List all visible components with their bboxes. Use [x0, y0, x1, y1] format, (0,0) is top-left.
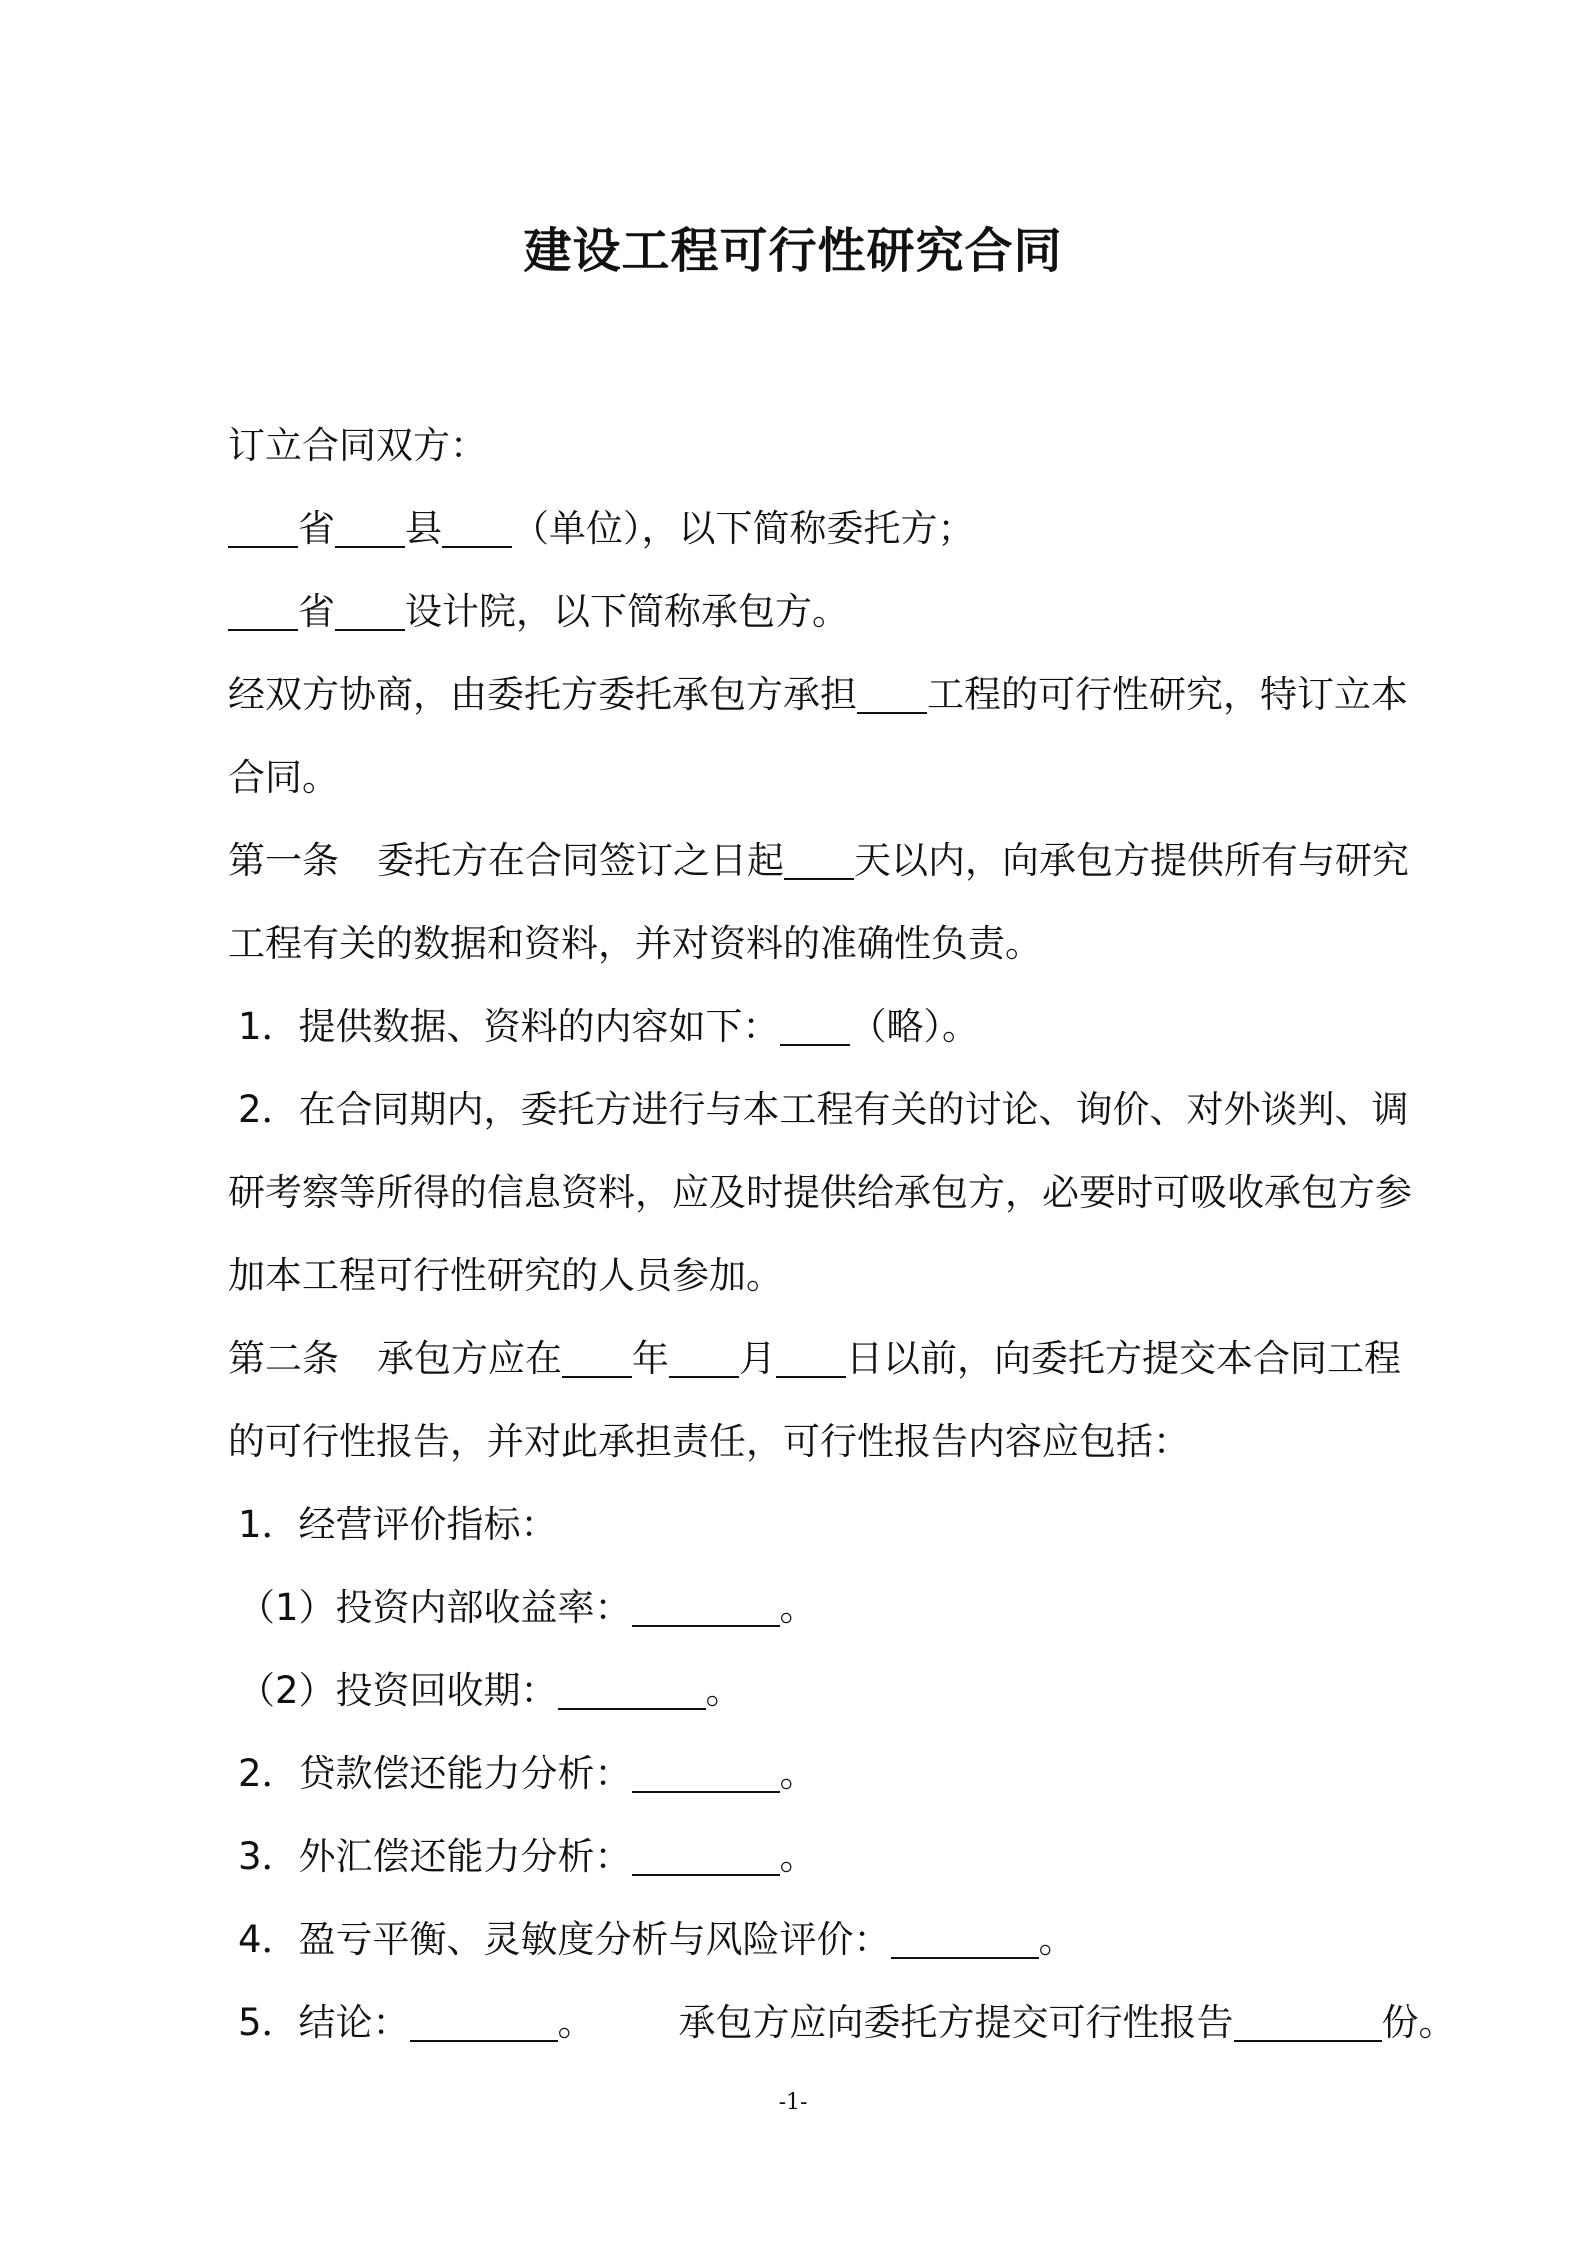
article-label: 第一条 [228, 839, 339, 882]
blank-field [335, 507, 405, 548]
article-text: 天以内，向承包方提供所有与研究 [854, 839, 1409, 882]
period: 。 [705, 1669, 743, 1712]
page-number: -1- [778, 2090, 808, 2115]
blank-field [632, 1752, 780, 1793]
article1-line-2 [228, 902, 1428, 985]
period: 。 [779, 1586, 817, 1629]
blank-field [558, 1669, 706, 1710]
article1-item2-line-3 [228, 1234, 1428, 1317]
year-label: 年 [632, 1337, 669, 1380]
article2-sub1 [228, 1566, 1428, 1649]
period: 。 [779, 1752, 817, 1795]
article2-sub2 [228, 1649, 1428, 1732]
article2-item3 [228, 1815, 1428, 1898]
article-label: 第二条 [228, 1337, 339, 1380]
blank-field [780, 1005, 850, 1046]
parties-heading [228, 404, 1428, 487]
intro-line-2 [228, 736, 1428, 819]
parties-heading-text: 订立合同双方： [228, 424, 487, 467]
item-text: 1．经营评价指标： [238, 1503, 558, 1546]
item-text: 加本工程可行性研究的人员参加。 [228, 1254, 783, 1297]
article2-line-2 [228, 1400, 1428, 1483]
item-text: （2）投资回收期： [238, 1669, 558, 1712]
item-text: 承包方应向委托方提交可行性报告 [678, 2001, 1234, 2044]
blank-field [784, 839, 854, 880]
article-text: 委托方在合同签订之日起 [377, 839, 784, 882]
item-text: 4．盈亏平衡、灵敏度分析与风险评价： [238, 1918, 891, 1961]
province-label: 省 [298, 590, 335, 633]
article2-item1 [228, 1483, 1428, 1566]
item-text: 3．外汇偿还能力分析： [238, 1835, 632, 1878]
contractor-line [228, 570, 1428, 653]
blank-field [562, 1337, 632, 1378]
blank-field [228, 507, 298, 548]
county-label: 县 [405, 507, 442, 550]
article-text: 承包方应在 [377, 1337, 562, 1380]
month-label: 月 [739, 1337, 776, 1380]
article1-item2-line-1 [228, 1068, 1428, 1151]
article2-line-1 [228, 1317, 1428, 1400]
client-line [228, 487, 1428, 570]
blank-field [410, 2001, 558, 2042]
article2-item5 [228, 1981, 1456, 2064]
document-body [228, 404, 1456, 2064]
intro-line-1 [228, 653, 1428, 736]
blank-field [857, 673, 927, 714]
item-suffix: （略）。 [849, 1005, 980, 1048]
province-label: 省 [298, 507, 335, 550]
article2-item2 [228, 1732, 1428, 1815]
blank-field [632, 1586, 780, 1627]
item-number: 2． [238, 1088, 299, 1131]
blank-field [335, 590, 405, 631]
intro-text: 合同。 [228, 756, 339, 799]
period: 。 [1038, 1918, 1076, 1961]
blank-field [442, 507, 512, 548]
intro-text: 经双方协商，由委托方委托承包方承担 [228, 673, 857, 716]
blank-field [776, 1337, 846, 1378]
item-text: 提供数据、资料的内容如下： [298, 1005, 780, 1048]
article-text: 日以前，向委托方提交本合同工程 [846, 1337, 1401, 1380]
article-text: 工程有关的数据和资料，并对资料的准确性负责。 [228, 922, 1042, 965]
blank-field [1234, 2001, 1382, 2042]
article-text: 的可行性报告，并对此承担责任，可行性报告内容应包括： [228, 1420, 1190, 1463]
period: 。 [557, 2001, 595, 2044]
article1-line-1 [228, 819, 1428, 902]
copies-label: 份。 [1381, 2001, 1456, 2044]
intro-text: 工程的可行性研究，特订立本 [927, 673, 1408, 716]
item-text: 研考察等所得的信息资料，应及时提供给承包方，必要时可吸收承包方参 [228, 1171, 1412, 1214]
blank-field [632, 1835, 780, 1876]
article2-item4 [228, 1898, 1428, 1981]
item-number: 1． [238, 1005, 299, 1048]
article1-item1 [228, 985, 1428, 1068]
article1-item2-line-2 [228, 1151, 1428, 1234]
item-text: 在合同期内，委托方进行与本工程有关的讨论、询价、对外谈判、调 [298, 1088, 1409, 1131]
blank-field [669, 1337, 739, 1378]
blank-field [228, 590, 298, 631]
item-text: （1）投资内部收益率： [238, 1586, 632, 1629]
item-text: 2．贷款偿还能力分析： [238, 1752, 632, 1795]
unit-suffix: （单位），以下简称委托方； [512, 507, 975, 550]
institute-suffix: 设计院，以下简称承包方。 [405, 590, 849, 633]
item-text: 5．结论： [238, 2001, 410, 2044]
period: 。 [779, 1835, 817, 1878]
blank-field [891, 1918, 1039, 1959]
document-title: 建设工程可行性研究合同 [523, 223, 1063, 279]
